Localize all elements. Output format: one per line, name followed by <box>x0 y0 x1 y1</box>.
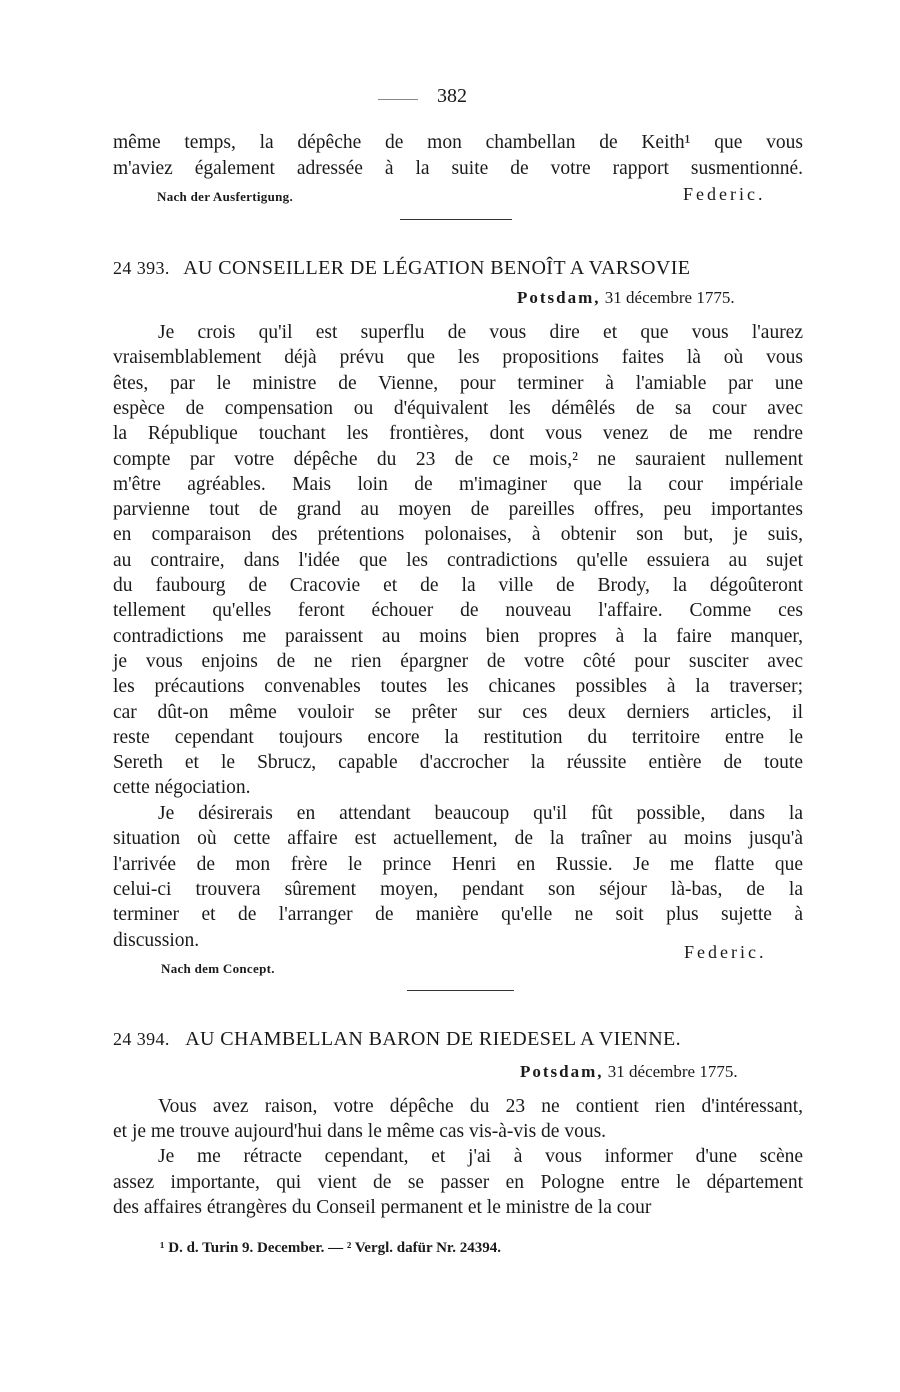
header-dash <box>378 99 418 100</box>
text-line: assez importante, qui vient de se passer en Pologne entre le département <box>113 1171 803 1193</box>
signature: Federic. <box>683 184 766 204</box>
text-line: tellement qu'elles feront échouer de nouveau l'affaire. Comme ces <box>113 600 803 622</box>
letter-date <box>517 288 735 308</box>
text-line: reste cependant toujours encore la restitution du territoire entre le <box>113 726 803 748</box>
date-place: Potsdam, <box>520 1062 604 1081</box>
text-line: l'arrivée de mon frère le prince Henri en Russie. Je me flatte que <box>113 853 803 875</box>
text-line: la République touchant les frontières, dont vous venez de me rendre <box>113 423 803 445</box>
text-line: Je désirerais en attendant beaucoup qu'il fût possible, dans la <box>158 803 803 824</box>
text-line: êtes, par le ministre de Vienne, pour terminer à l'amiable par une <box>113 372 803 394</box>
text-line: Je me rétracte cependant, et j'ai à vous informer d'une scène <box>158 1146 803 1167</box>
text-line: celui-ci trouvera sûrement moyen, pendant son séjour là-bas, de la <box>113 878 803 900</box>
text-line: m'être agréables. Mais loin de m'imaginer que la cour impériale <box>113 473 803 495</box>
text-line: Vous avez raison, votre dépêche du 23 ne contient rien d'intéressant, <box>158 1096 803 1117</box>
text-line: les précautions convenables toutes les chicanes possibles à la traverser; <box>113 676 803 698</box>
text-line: situation où cette affaire est actuellement, de la traîner au moins jusqu'à <box>113 828 803 850</box>
text-line: Sereth et le Sbrucz, capable d'accrocher la réussite entière de toute <box>113 752 803 774</box>
text-line: m'aviez également adressée à la suite de votre rapport susmentionné. <box>113 158 803 179</box>
text-line: au contraire, dans l'idée que les contradictions qu'elle essuiera au sujet <box>113 549 803 571</box>
section-divider <box>400 219 512 220</box>
source-note: Nach dem Concept. <box>161 961 275 976</box>
text-line: terminer et de l'arranger de manière qu'elle ne soit plus sujette à <box>113 904 803 926</box>
text-line: vraisemblablement déjà prévu que les propositions faites là où vous <box>113 347 803 369</box>
text-line: je vous enjoins de ne rien épargner de votre côté pour susciter avec <box>113 650 803 672</box>
letter-heading <box>113 257 803 280</box>
date-value: 31 décembre 1775. <box>607 1062 738 1081</box>
text-line: du faubourg de Cracovie et de la ville de Brody, la dégoûteront <box>113 575 803 596</box>
text-line: cette négociation. <box>113 777 251 799</box>
text-line: contradictions me paraissent au moins bien propres à la faire manquer, <box>113 625 803 647</box>
text-line: car dût-on même vouloir se prêter sur ces deux derniers articles, il <box>113 701 803 723</box>
source-note: Nach der Ausfertigung. <box>157 189 294 204</box>
section-divider <box>407 990 514 991</box>
letter-date <box>520 1062 738 1082</box>
signature: Federic. <box>684 942 767 962</box>
date-place: Potsdam, <box>517 288 601 307</box>
footnotes: ¹ D. d. Turin 9. December. — ² Vergl. dafür Nr. 24394. <box>160 1240 501 1256</box>
text-line: des affaires étrangères du Conseil permanent et le ministre de la cour <box>113 1197 652 1218</box>
date-value: 31 décembre 1775. <box>604 288 735 307</box>
text-line: parvienne tout de grand au moyen de pareilles offres, peu importantes <box>113 499 803 521</box>
letter-title: AU CONSEILLER DE LÉGATION BENOÎT A VARSOVIE <box>183 257 691 279</box>
text-line: et je me trouve aujourd'hui dans le même cas vis-à-vis de vous. <box>113 1121 607 1142</box>
letter-title: AU CHAMBELLAN BARON DE RIEDESEL A VIENNE. <box>185 1028 682 1050</box>
text-line: espèce de compensation ou d'équivalent les démêlés de sa cour avec <box>113 397 803 419</box>
letter-number: 24 393. <box>113 258 170 278</box>
page-number: 382 <box>437 85 467 107</box>
text-line: Je crois qu'il est superflu de vous dire et que vous l'aurez <box>158 322 803 343</box>
text-line: en comparaison des prétentions polonaises, à obtenir son but, je suis, <box>113 524 803 546</box>
text-line: discussion. <box>113 929 200 951</box>
letter-number: 24 394. <box>113 1029 170 1049</box>
text-line: compte par votre dépêche du 23 de ce mois,² ne sauraient nullement <box>113 448 803 470</box>
letter-heading <box>113 1028 803 1051</box>
text-line: même temps, la dépêche de mon chambellan de Keith¹ que vous <box>113 132 803 153</box>
